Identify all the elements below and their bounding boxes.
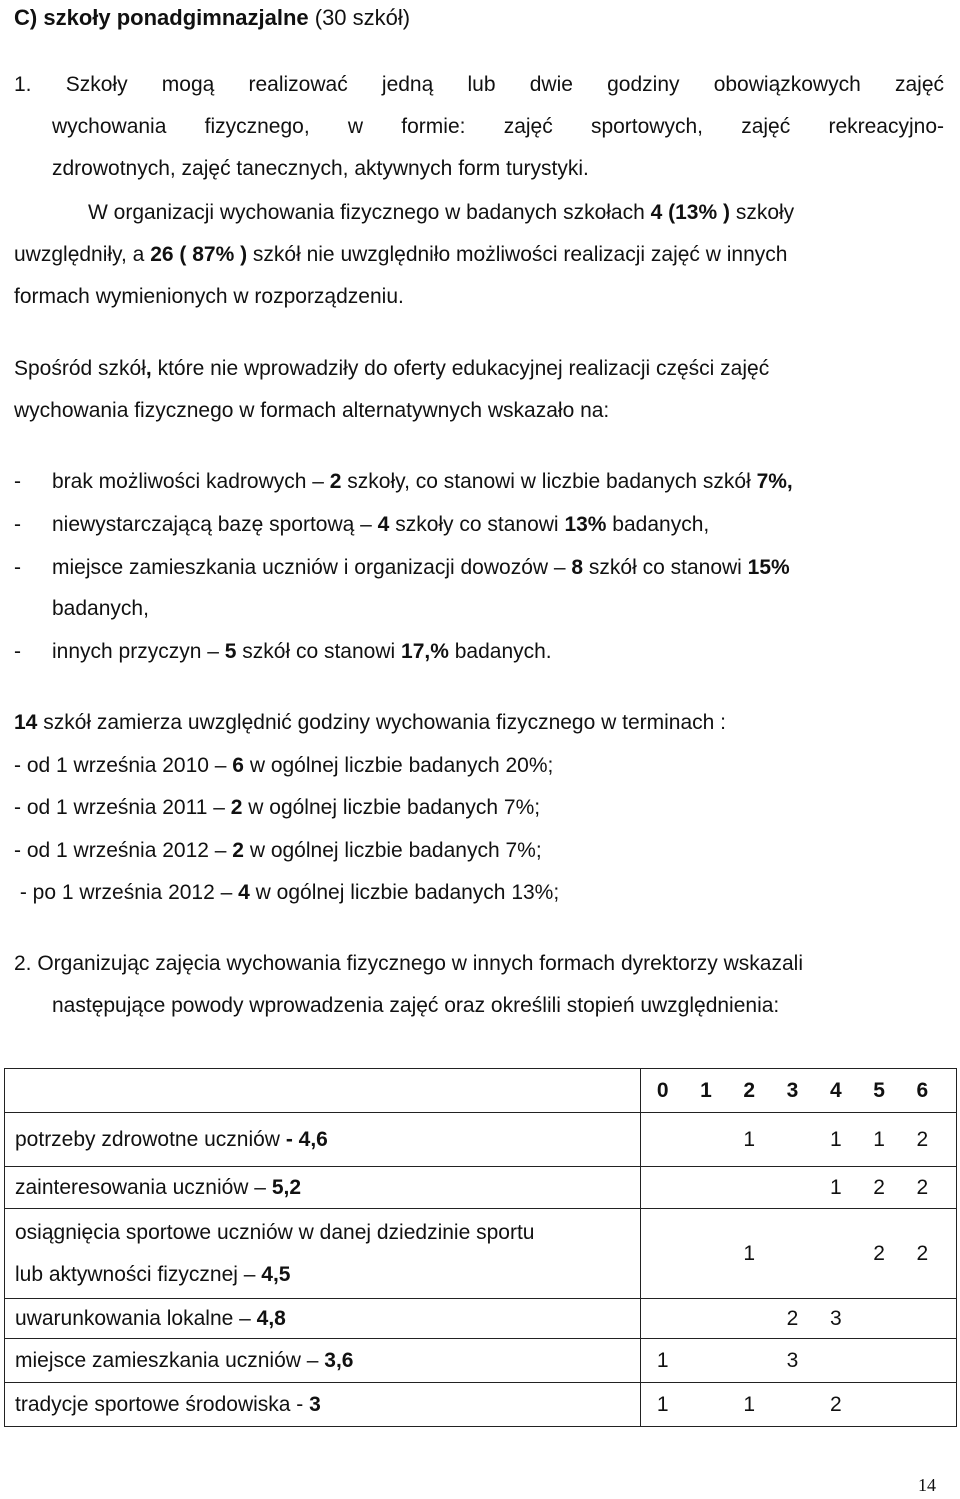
row-values bbox=[641, 1339, 957, 1383]
p1-line-2: wychowania fizycznego, w formie: zajęć sportowych, zajęć rekreacyjno- bbox=[52, 115, 944, 138]
p1-line-5 bbox=[14, 240, 787, 270]
row-label-text: miejsce zamieszkania uczniów – bbox=[15, 1348, 325, 1372]
reason-dash-1: - bbox=[14, 470, 21, 493]
value-cell bbox=[684, 1307, 727, 1331]
p1-line-4-end: szkoły bbox=[729, 201, 795, 224]
value-cell bbox=[684, 1393, 727, 1417]
reason-2-percent: 13% bbox=[564, 513, 607, 536]
row-score: 3 bbox=[309, 1392, 321, 1416]
p1-line-5-end: szkół nie uwzględniło możliwości realizacji zajęć w innych bbox=[247, 243, 788, 266]
scale-5: 5 bbox=[873, 1078, 885, 1102]
reasons-table bbox=[4, 1068, 957, 1427]
row-label-text-2: lub aktywności fizycznej – bbox=[15, 1262, 262, 1286]
terms-intro-text: szkół zamierza uwzględnić godziny wychowania fizycznego w terminach : bbox=[37, 711, 726, 734]
table-row bbox=[5, 1113, 957, 1167]
row-label-text: uwarunkowania lokalne – bbox=[15, 1306, 257, 1330]
term-item-4 bbox=[14, 878, 559, 908]
row-label-text: tradycje sportowe środowiska - bbox=[15, 1392, 310, 1416]
value-cell bbox=[901, 1349, 944, 1373]
row-score: 4,5 bbox=[261, 1262, 291, 1286]
table-row bbox=[5, 1167, 957, 1209]
term-item-2 bbox=[14, 793, 540, 823]
row-values bbox=[641, 1299, 957, 1339]
row-score: - 4,6 bbox=[285, 1127, 328, 1151]
value-cell: 1 bbox=[743, 1241, 756, 1265]
value-cell bbox=[771, 1176, 814, 1200]
p2-comma: , bbox=[145, 357, 152, 380]
value-cell bbox=[684, 1349, 727, 1373]
value-cell: 3 bbox=[829, 1306, 842, 1330]
value-cell bbox=[814, 1242, 857, 1266]
reason-item-1 bbox=[52, 467, 793, 497]
term-3-date: - od 1 września 2012 – bbox=[14, 839, 233, 862]
value-cell bbox=[771, 1242, 814, 1266]
table-row bbox=[5, 1339, 957, 1383]
reason-1-percent: 7%, bbox=[756, 470, 793, 493]
row-label bbox=[5, 1167, 641, 1209]
p2-line-1 bbox=[14, 354, 769, 384]
reason-3-mid: szkół co stanowi bbox=[583, 556, 748, 579]
row-label-text: potrzeby zdrowotne uczniów bbox=[15, 1127, 286, 1151]
row-label-text: osiągnięcia sportowe uczniów w danej dziedzinie sportu bbox=[15, 1220, 535, 1244]
scale-4: 4 bbox=[829, 1078, 842, 1102]
value-cell bbox=[728, 1176, 771, 1200]
p1-stat-26: 26 ( 87% ) bbox=[150, 243, 248, 266]
value-cell bbox=[814, 1349, 857, 1373]
term-1-count: 6 bbox=[232, 754, 244, 777]
value-cell bbox=[771, 1128, 814, 1152]
row-values bbox=[641, 1383, 957, 1427]
value-cell bbox=[641, 1307, 684, 1331]
value-cell bbox=[857, 1393, 900, 1417]
reason-dash-3: - bbox=[14, 556, 21, 579]
reason-4-percent: 17,% bbox=[401, 640, 449, 663]
value-cell: 2 bbox=[786, 1306, 799, 1330]
reason-3-text: miejsce zamieszkania uczniów i organizacji dowozów – bbox=[52, 556, 572, 579]
term-2-date: - od 1 września 2011 – bbox=[14, 796, 231, 819]
section-title-bold: szkoły ponadgimnazjalne bbox=[43, 5, 309, 30]
value-cell bbox=[771, 1393, 814, 1417]
section-title-count: (30 szkół) bbox=[308, 5, 411, 30]
value-cell bbox=[684, 1242, 727, 1266]
term-1-text: w ogólnej liczbie badanych 20%; bbox=[243, 754, 554, 777]
p1-line-6: formach wymienionych w rozporządzeniu. bbox=[14, 285, 404, 308]
p1-line-4 bbox=[88, 198, 794, 228]
p2-line-1-start: Spośród szkół bbox=[14, 357, 146, 380]
value-cell bbox=[684, 1176, 727, 1200]
scale-3: 3 bbox=[786, 1078, 799, 1102]
reason-3-continuation: badanych, bbox=[52, 597, 149, 620]
p1-line-5-text: uwzględniły, a bbox=[14, 243, 151, 266]
term-3-count: 2 bbox=[232, 839, 244, 862]
term-2-text: w ogólnej liczbie badanych 7%; bbox=[242, 796, 541, 819]
reason-4-text: innych przyczyn – bbox=[52, 640, 225, 663]
value-cell bbox=[728, 1307, 771, 1331]
row-label bbox=[5, 1339, 641, 1383]
reason-item-2 bbox=[52, 510, 709, 540]
term-1-date: - od 1 września 2010 – bbox=[14, 754, 233, 777]
value-cell bbox=[641, 1128, 684, 1152]
reason-4-count: 5 bbox=[224, 640, 237, 663]
reason-dash-2: - bbox=[14, 513, 21, 536]
terms-intro bbox=[14, 708, 726, 738]
p2-line-2: wychowania fizycznego w formach alternatywnych wskazało na: bbox=[14, 399, 610, 422]
scale-2: 2 bbox=[743, 1078, 756, 1102]
p3-line-2: następujące powody wprowadzenia zajęć oraz określili stopień uwzględnienia: bbox=[52, 994, 780, 1017]
section-letter: C) bbox=[14, 5, 38, 30]
value-cell: 1 bbox=[656, 1348, 669, 1372]
reason-2-end: badanych, bbox=[606, 513, 710, 536]
p1-stat-4: 4 (13% ) bbox=[650, 201, 730, 224]
row-values bbox=[641, 1113, 957, 1167]
value-cell: 2 bbox=[916, 1241, 929, 1265]
reason-2-count: 4 bbox=[377, 513, 390, 536]
reason-1-text: brak możliwości kadrowych – bbox=[52, 470, 330, 493]
reason-1-count: 2 bbox=[329, 470, 342, 493]
value-cell: 1 bbox=[743, 1127, 756, 1151]
value-cell bbox=[684, 1128, 727, 1152]
value-cell: 1 bbox=[873, 1127, 885, 1151]
value-cell: 2 bbox=[829, 1392, 842, 1416]
value-cell: 2 bbox=[916, 1175, 929, 1199]
table-row bbox=[5, 1299, 957, 1339]
value-cell: 2 bbox=[873, 1241, 885, 1265]
value-cell bbox=[901, 1307, 944, 1331]
p1-line-3: zdrowotnych, zajęć tanecznych, aktywnych form turystyki. bbox=[52, 157, 589, 180]
term-4-count: 4 bbox=[238, 881, 250, 904]
reason-dash-4: - bbox=[14, 640, 21, 663]
section-heading bbox=[14, 2, 410, 34]
reason-4-mid: szkół co stanowi bbox=[236, 640, 402, 663]
reason-3-count: 8 bbox=[571, 556, 584, 579]
reason-2-text: niewystarczającą bazę sportową – bbox=[52, 513, 378, 536]
reason-item-4 bbox=[52, 637, 552, 667]
reason-item-3 bbox=[52, 553, 790, 583]
value-cell: 3 bbox=[786, 1348, 799, 1372]
row-label bbox=[5, 1113, 641, 1167]
p3-line-1: 2. Organizując zajęcia wychowania fizycznego w innych formach dyrektorzy wskazali bbox=[14, 952, 803, 975]
scale-list bbox=[641, 1079, 956, 1103]
scale-0: 0 bbox=[656, 1078, 669, 1102]
terms-count: 14 bbox=[14, 711, 38, 734]
table-header-row bbox=[5, 1069, 957, 1113]
value-cell: 2 bbox=[873, 1175, 885, 1199]
term-4-date: - po 1 września 2012 – bbox=[14, 881, 239, 904]
term-2-count: 2 bbox=[230, 796, 243, 819]
page-number: 14 bbox=[918, 1475, 936, 1495]
reason-3-percent: 15% bbox=[747, 556, 790, 579]
table-row bbox=[5, 1383, 957, 1427]
value-cell: 1 bbox=[656, 1392, 669, 1416]
table-header-empty bbox=[5, 1069, 641, 1113]
value-cell: 1 bbox=[829, 1127, 842, 1151]
reason-4-end: badanych. bbox=[448, 640, 552, 663]
row-score: 3,6 bbox=[324, 1348, 354, 1372]
value-cell bbox=[857, 1307, 900, 1331]
row-label bbox=[5, 1383, 641, 1427]
value-cell bbox=[641, 1242, 684, 1266]
row-values bbox=[641, 1167, 957, 1209]
p1-line-1: 1. Szkoły mogą realizować jedną lub dwie godziny obowiązkowych zajęć bbox=[14, 73, 944, 96]
reason-1-mid: szkoły, co stanowi w liczbie badanych szkół bbox=[341, 470, 757, 493]
value-cell bbox=[857, 1349, 900, 1373]
value-cell: 1 bbox=[743, 1392, 756, 1416]
reason-2-mid: szkoły co stanowi bbox=[389, 513, 565, 536]
value-cell bbox=[901, 1393, 944, 1417]
value-cell bbox=[728, 1349, 771, 1373]
p2-line-1-end: które nie wprowadziły do oferty edukacyjnej realizacji części zajęć bbox=[151, 357, 770, 380]
term-4-text: w ogólnej liczbie badanych 13%; bbox=[249, 881, 560, 904]
term-item-1 bbox=[14, 751, 553, 781]
row-score: 4,8 bbox=[256, 1306, 286, 1330]
row-label-text: zainteresowania uczniów – bbox=[15, 1175, 272, 1199]
row-values bbox=[641, 1209, 957, 1299]
scale-1: 1 bbox=[700, 1078, 712, 1102]
value-cell: 2 bbox=[916, 1127, 929, 1151]
value-cell: 1 bbox=[829, 1175, 842, 1199]
p1-line-4-text: W organizacji wychowania fizycznego w badanych szkołach bbox=[88, 201, 651, 224]
row-label bbox=[5, 1299, 641, 1339]
scale-6: 6 bbox=[916, 1078, 929, 1102]
row-score: 5,2 bbox=[271, 1175, 302, 1199]
row-label bbox=[5, 1209, 641, 1299]
table-row bbox=[5, 1209, 957, 1299]
term-item-3 bbox=[14, 836, 542, 866]
term-3-text: w ogólnej liczbie badanych 7%; bbox=[243, 839, 542, 862]
table-scale-cell bbox=[641, 1069, 957, 1113]
value-cell bbox=[641, 1176, 684, 1200]
